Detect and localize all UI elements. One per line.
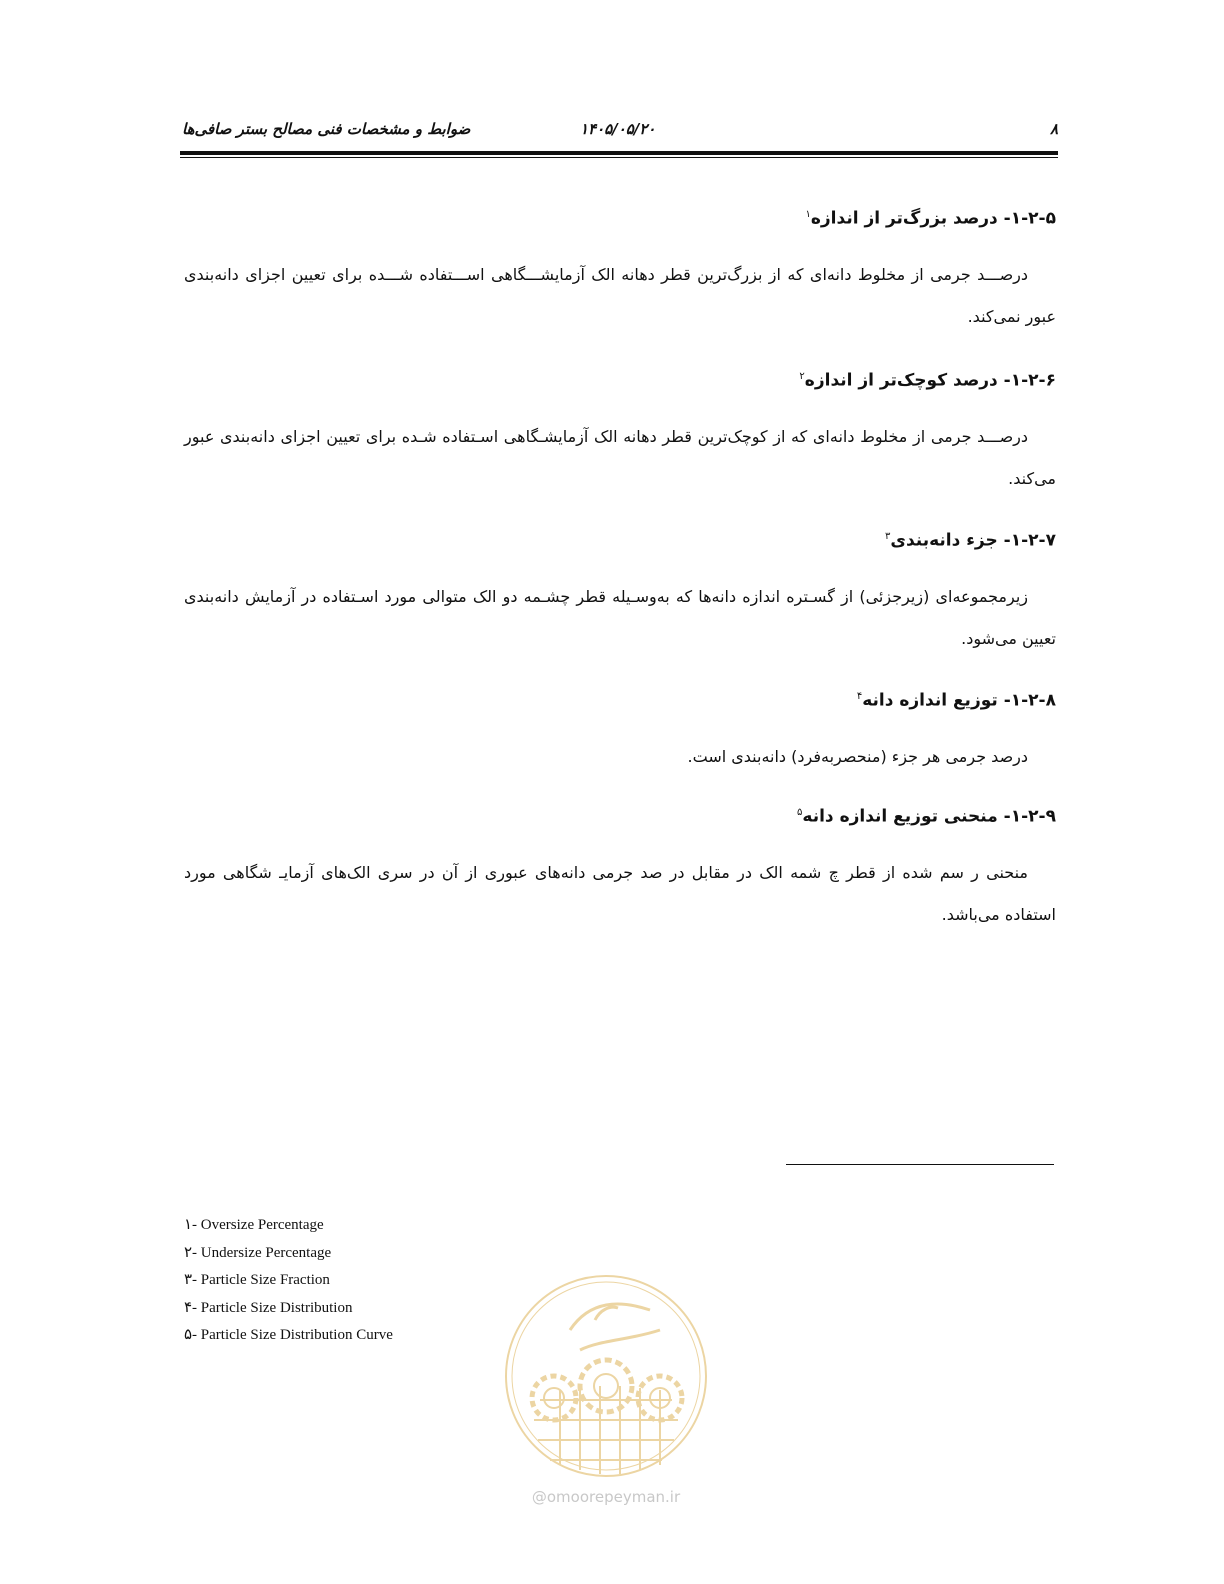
- footnote-ref: ۳: [884, 531, 891, 542]
- section-oversize: [184, 200, 1056, 338]
- footnote-ref: ۲: [799, 371, 805, 382]
- page-number: ۸: [1049, 120, 1058, 138]
- header-title: ضوابط و مشخصات فنی مصالح بستر صافی‌ها: [182, 120, 471, 138]
- footnote-ref: ۵: [797, 807, 803, 818]
- section-text: درصد جرمی هر جزء (منحصربه‌فرد) دانه‌بندی است.: [687, 746, 1028, 766]
- section-heading: ۱-۲-۶- درصد کوچک‌تر از اندازه$^۲$: [799, 370, 1056, 391]
- section-heading: ۱-۲-۸- توزیع اندازه دانه$^۴$: [856, 690, 1056, 711]
- footnote-item: ۴- Particle Size Distribution: [184, 1299, 353, 1316]
- section-size-distribution: [184, 682, 1056, 778]
- header-rule-thin: [180, 157, 1058, 158]
- footnote-item: ۲- Undersize Percentage: [184, 1244, 332, 1261]
- section-text: زیرمجموعه‌ای (زیرجزئی) از گسـتره اندازه دانه‌ها که به‌وسـیله قطر چشـمه دو الک متوالی مورد اسـتفاده در آزمایش دانه‌بندی تعیین می‌شود.: [184, 586, 1056, 648]
- section-text: منحنی ر سم شده از قطر چ شمه الک در مقابل در صد جرمی دانه‌های عبوری از آن در سری الک‌های آزمایـ شگاهی مورد استفاده می‌باشد.: [184, 862, 1056, 924]
- footnotes: [184, 1212, 393, 1350]
- footnote-separator: [786, 1164, 1054, 1165]
- section-size-fraction: [184, 522, 1056, 660]
- footnote-item: ۵- Particle Size Distribution Curve: [184, 1327, 393, 1343]
- watermark-site: @omoorepeyman.ir: [531, 1488, 681, 1506]
- section-text: درصـــد جرمی از مخلوط دانه‌ای که از کوچک‌ترین قطر دهانه الک آزمایشـگاهی اسـتفاده شـده برای تعیین اجزای دانه‌بندی عبور می‌کند.: [184, 426, 1056, 488]
- footnote-item: ۱- Oversize Percentage: [184, 1217, 324, 1233]
- section-undersize: [184, 362, 1056, 500]
- header-rule-thick: [180, 151, 1058, 155]
- section-heading: ۱-۲-۹- منحنی توزیع اندازه دانه$^۵$: [797, 806, 1056, 827]
- page-header: [182, 120, 1058, 142]
- footnote-ref: ۴: [856, 691, 863, 702]
- section-heading: ۱-۲-۷- جزء دانه‌بندی$^۳$: [884, 530, 1056, 551]
- section-text: درصـــد جرمی از مخلوط دانه‌ای که از بزرگ‌ترین قطر دهانه الک آزمایشـــگاهی اســـتفاده شـــده برای تعیین اجزای دانه‌بندی عبور نمی‌کند.: [184, 264, 1056, 326]
- section-heading: ۱-۲-۵- درصد بزرگ‌تر از اندازه$^۱$: [805, 208, 1056, 229]
- watermark-logo: [500, 1270, 712, 1510]
- footnote-ref: ۱: [805, 209, 811, 220]
- footnote-item: ۳- Particle Size Fraction: [184, 1272, 330, 1288]
- watermark-seal-icon: [500, 1270, 712, 1510]
- section-distribution-curve: [184, 798, 1056, 936]
- header-date: ۱۴۰۵/۰۵/۲۰: [580, 120, 656, 138]
